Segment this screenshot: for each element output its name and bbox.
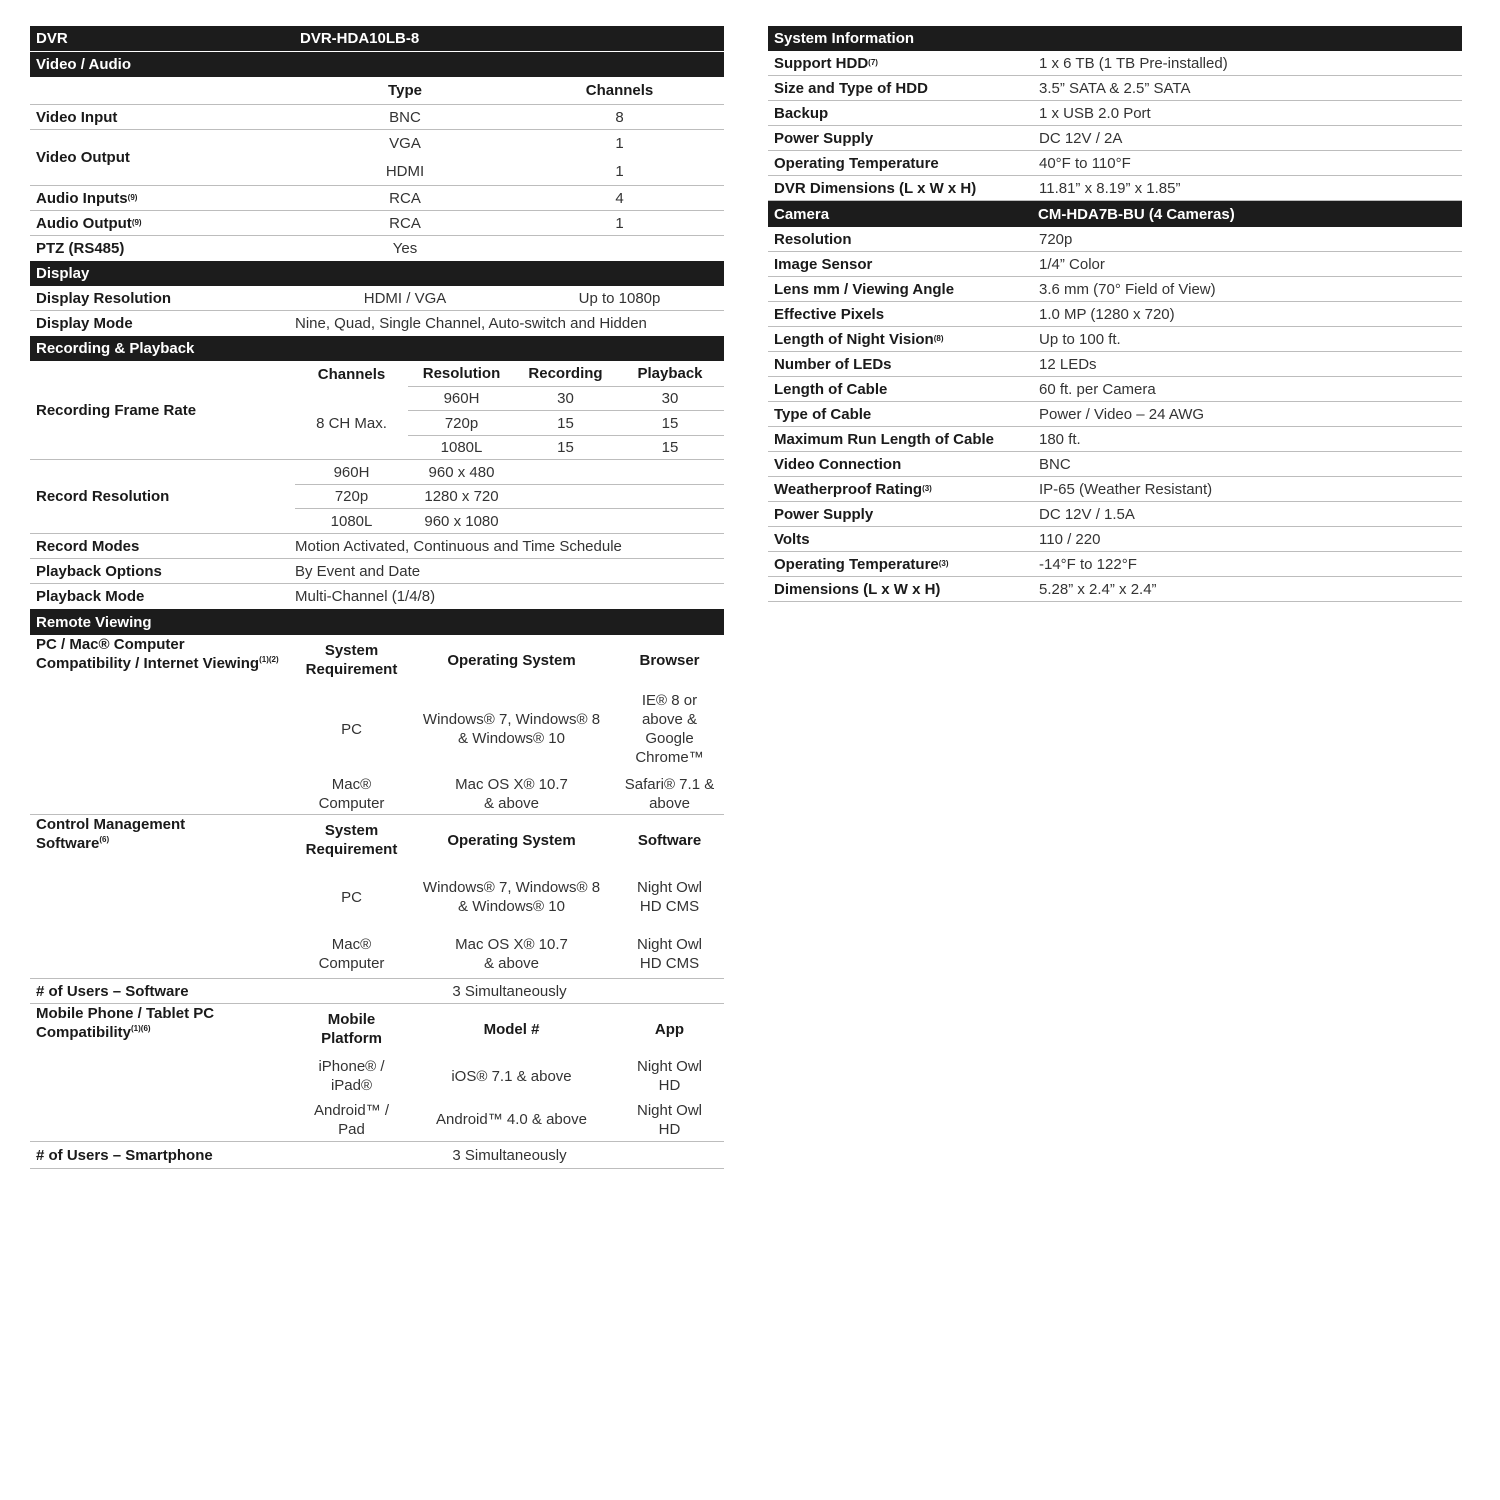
cell-value: 1080L	[408, 436, 515, 460]
system-camera-spec-table	[768, 26, 1462, 602]
value-line: & above	[483, 954, 540, 972]
label-text: Size and Type of HDD	[774, 79, 928, 97]
spec-label: Operating Temperature (3)	[768, 552, 1033, 577]
cell-value: 720p	[408, 411, 515, 436]
row-label: Audio Inputs (9)	[30, 186, 295, 211]
section-title: System Information	[774, 30, 915, 47]
col-header: Resolution	[408, 361, 515, 387]
col-header: Channels	[317, 365, 386, 383]
dvr-model: DVR-HDA10LB-8	[300, 30, 420, 47]
cell-value	[615, 1098, 724, 1142]
header-line: Mobile	[327, 1011, 376, 1028]
spec-value: 60 ft. per Camera	[1033, 377, 1462, 402]
cell-value	[615, 685, 724, 773]
value-line: IE® 8 or	[641, 692, 698, 709]
col-header	[295, 1004, 408, 1054]
label-text: Compatibility	[36, 1024, 132, 1041]
col-header: App	[654, 1020, 685, 1038]
cell-value: Yes	[392, 240, 418, 257]
cell-value: 1	[615, 135, 624, 152]
value-line: iPad®	[330, 1077, 373, 1094]
spec-value: DC 12V / 2A	[1033, 126, 1462, 151]
row-label: PTZ (RS485)	[36, 240, 125, 257]
cell-value: PC	[341, 888, 362, 906]
label-text: Length of Cable	[774, 380, 888, 398]
label-text: Effective Pixels	[774, 305, 885, 323]
value-line: Google	[645, 730, 694, 747]
label-line: Control Management	[36, 816, 186, 833]
value-line: Windows® 7, Windows® 8	[422, 711, 601, 728]
value-line: Night Owl	[636, 935, 703, 953]
spec-label	[768, 227, 1033, 252]
cell-value: 15	[616, 411, 724, 436]
value-line: Mac OS X® 10.7	[455, 775, 568, 793]
spec-value: 5.28” x 2.4” x 2.4”	[1033, 577, 1462, 602]
label-text: Image Sensor	[774, 255, 873, 273]
cell-value: 15	[616, 436, 724, 460]
spec-value: 11.81” x 8.19” x 1.85”	[1033, 176, 1462, 201]
cell-value: Android™ 4.0 & above	[408, 1098, 615, 1142]
row-label	[30, 815, 295, 979]
row-label: Recording Frame Rate	[30, 361, 295, 460]
spec-value: -14°F to 122°F	[1033, 552, 1462, 577]
cell-value: 3 Simultaneously	[295, 979, 724, 1004]
col-header: Browser	[639, 651, 700, 669]
cell-value: Multi-Channel (1/4/8)	[295, 588, 436, 605]
label-text: DVR Dimensions (L x W x H)	[774, 179, 977, 197]
value-line: Computer	[318, 794, 385, 812]
cell-value: 960H	[295, 460, 408, 485]
label-text: Number of LEDs	[774, 355, 892, 373]
cell-value: Up to 1080p	[515, 286, 724, 311]
row-label	[30, 1004, 295, 1142]
cell-value: 8 CH Max.	[295, 387, 408, 460]
col-type: Type	[295, 77, 515, 105]
spec-value: 3.6 mm (70° Field of View)	[1033, 277, 1462, 302]
row-label: Record Modes	[30, 534, 295, 559]
cell-value: RCA	[295, 211, 515, 236]
dvr-header-label: DVR	[36, 30, 68, 47]
label-text: Video Connection	[774, 455, 902, 473]
spec-value: 1 x USB 2.0 Port	[1033, 101, 1462, 126]
label-text: Type of Cable	[774, 405, 872, 423]
cell-value	[408, 865, 615, 929]
cell-value	[295, 1098, 408, 1142]
blank-cell	[30, 77, 295, 105]
cell-value: 3 Simultaneously	[295, 1142, 724, 1169]
spec-value: 1.0 MP (1280 x 720)	[1033, 302, 1462, 327]
label-text: Operating Temperature	[774, 154, 939, 172]
camera-header-label: Camera	[774, 206, 830, 223]
remote-grid	[30, 635, 724, 1169]
spec-label	[768, 577, 1033, 602]
row-label: Playback Mode	[36, 588, 145, 605]
cell-value: 1080L	[295, 509, 408, 534]
spec-label	[768, 452, 1033, 477]
value-line: iPhone® /	[318, 1058, 385, 1075]
cell-value: BNC	[295, 105, 515, 130]
row-label: Video Input	[30, 105, 295, 130]
spec-label	[768, 377, 1033, 402]
spec-label	[768, 176, 1033, 201]
cell-value: iOS® 7.1 & above	[451, 1067, 572, 1085]
col-header: Playback	[616, 361, 724, 387]
label-line: Mobile Phone / Tablet PC	[36, 1005, 215, 1022]
cell-value: 960 x 480	[408, 460, 515, 485]
spec-value: 180 ft.	[1033, 427, 1462, 452]
section-title: Video / Audio	[36, 56, 132, 73]
section-recording	[30, 336, 724, 361]
section-video-audio	[30, 52, 724, 77]
spec-label	[768, 126, 1033, 151]
camera-rows	[768, 227, 1462, 602]
cell-value: 4	[515, 186, 724, 211]
label-text: Software	[36, 835, 100, 852]
cell-value: PC	[341, 720, 362, 738]
spec-label: Support HDD (7)	[768, 51, 1033, 76]
value-line: Night Owl	[636, 1101, 703, 1119]
label-text: Support HDD	[774, 54, 869, 72]
spec-value: 3.5” SATA & 2.5” SATA	[1033, 76, 1462, 101]
spec-label	[768, 402, 1033, 427]
cell-value	[615, 865, 724, 929]
value-line: Mac®	[331, 775, 372, 793]
value-line: Android™ /	[313, 1101, 390, 1119]
section-remote	[30, 609, 724, 635]
col-header: Software	[637, 831, 702, 849]
spec-value: Power / Video – 24 AWG	[1033, 402, 1462, 427]
cell-value: Motion Activated, Continuous and Time Schedule	[295, 534, 724, 559]
section-title: Display	[36, 265, 90, 282]
spec-label	[768, 527, 1033, 552]
footnote: (6)	[99, 835, 110, 844]
col-header: Recording	[515, 361, 616, 387]
value-line: Pad	[338, 1120, 365, 1138]
cell-value: 1280 x 720	[408, 485, 515, 509]
label-text: Resolution	[774, 230, 852, 248]
spec-value: BNC	[1033, 452, 1462, 477]
label-text: Weatherproof Rating	[774, 480, 923, 498]
label-text: Compatibility / Internet Viewing	[36, 655, 260, 672]
cell-value: 30	[515, 387, 616, 411]
value-line: HD	[658, 1120, 681, 1138]
cell-value	[615, 1054, 724, 1098]
spec-label: Length of Night Vision (8)	[768, 327, 1033, 352]
cell-value: 8	[515, 105, 724, 130]
label-text: Dimensions (L x W x H)	[774, 580, 941, 598]
recording-grid	[30, 361, 724, 609]
section-display	[30, 261, 724, 286]
value-line: Mac OS X® 10.7	[455, 935, 568, 953]
cell-value	[615, 929, 724, 979]
system-rows	[768, 51, 1462, 201]
label-text: Power Supply	[774, 129, 874, 147]
value-line: & above	[483, 794, 540, 812]
label-text: Audio Output	[36, 214, 132, 232]
footnote: (1)(2)	[259, 655, 279, 664]
cell-value	[295, 929, 408, 979]
label-line	[36, 834, 109, 853]
section-title: Remote Viewing	[36, 614, 152, 631]
cell-value: Nine, Quad, Single Channel, Auto-switch and Hidden	[295, 315, 647, 332]
value-line: Chrome™	[635, 749, 704, 766]
value-line: & Windows® 10	[458, 898, 565, 915]
col-header	[295, 635, 408, 685]
spec-value: 12 LEDs	[1033, 352, 1462, 377]
row-label: Audio Output (9)	[30, 211, 295, 236]
label-text: Maximum Run Length of Cable	[774, 430, 995, 448]
header-line: Platform	[321, 1030, 382, 1047]
value-line: Night Owl	[636, 1058, 703, 1075]
value-line: above &	[641, 711, 698, 728]
spec-label	[768, 277, 1033, 302]
camera-header-bar	[768, 201, 1462, 227]
label-line: PC / Mac® Computer	[36, 636, 185, 653]
spec-label	[768, 502, 1033, 527]
blank-cell	[515, 485, 724, 509]
spec-value: DC 12V / 1.5A	[1033, 502, 1462, 527]
value-line: Windows® 7, Windows® 8	[422, 879, 601, 896]
row-label: Display Mode	[36, 315, 133, 332]
cell-value	[295, 1054, 408, 1098]
cell-value: By Event and Date	[295, 559, 724, 584]
row-label: Record Resolution	[30, 460, 295, 534]
value-line: HD	[658, 1077, 681, 1094]
col-header: Model #	[483, 1020, 540, 1038]
col-header	[295, 815, 408, 865]
cell-value: 720p	[295, 485, 408, 509]
dvr-header-bar	[30, 26, 724, 52]
cell-value: HDMI	[295, 157, 515, 186]
camera-model: CM-HDA7B-BU (4 Cameras)	[1038, 206, 1235, 223]
spec-value: 40°F to 110°F	[1033, 151, 1462, 176]
header-line: System	[324, 822, 379, 839]
blank-cell	[515, 509, 724, 534]
value-line: Mac®	[331, 935, 372, 953]
value-line: Safari® 7.1 &	[624, 775, 715, 793]
label-text: Length of Night Vision	[774, 330, 934, 348]
spec-label	[768, 101, 1033, 126]
cell-value: VGA	[389, 135, 421, 152]
header-line: Requirement	[305, 661, 398, 678]
value-line: Computer	[318, 954, 385, 972]
cell-value: 1	[515, 157, 724, 186]
row-label: # of Users – Software	[30, 979, 295, 1004]
row-label: Playback Options	[30, 559, 295, 584]
label-line	[36, 1023, 151, 1042]
cell-value: 960 x 1080	[408, 509, 515, 534]
row-label: Video Output	[30, 130, 295, 186]
cell-value: 15	[515, 436, 616, 460]
section-title: Recording & Playback	[36, 340, 195, 357]
label-text: Power Supply	[774, 505, 874, 523]
video-audio-grid	[30, 77, 724, 261]
cell-value: 1	[515, 211, 724, 236]
label-text: Audio Inputs	[36, 189, 128, 207]
col-channels: Channels	[515, 77, 724, 105]
header-line: System	[324, 642, 379, 659]
display-grid	[30, 286, 724, 336]
cell-value	[408, 929, 615, 979]
row-label: # of Users – Smartphone	[30, 1142, 295, 1169]
cell-value	[408, 685, 615, 773]
spec-value: 1/4” Color	[1033, 252, 1462, 277]
value-line: HD CMS	[639, 954, 700, 972]
header-line: Requirement	[305, 841, 398, 858]
blank-cell	[515, 460, 724, 485]
label-text: Backup	[774, 104, 829, 122]
label-line	[36, 654, 279, 673]
value-line: & Windows® 10	[458, 730, 565, 747]
value-line: HD CMS	[639, 898, 700, 915]
row-label: Display Resolution	[30, 286, 295, 311]
cell-value: 15	[515, 411, 616, 436]
cell-value: 30	[616, 387, 724, 411]
spec-label	[768, 76, 1033, 101]
spec-label	[768, 352, 1033, 377]
spec-label	[768, 427, 1033, 452]
cell-value: HDMI / VGA	[295, 286, 515, 311]
spec-value: 1 x 6 TB (1 TB Pre-installed)	[1033, 51, 1462, 76]
spec-value: 110 / 220	[1033, 527, 1462, 552]
spec-label	[768, 302, 1033, 327]
spec-label: Weatherproof Rating (3)	[768, 477, 1033, 502]
label-text: Lens mm / Viewing Angle	[774, 280, 955, 298]
blank-cell	[515, 236, 724, 261]
cell-value	[295, 773, 408, 815]
section-system-information	[768, 26, 1462, 51]
spec-label	[768, 151, 1033, 176]
dvr-spec-table	[30, 26, 724, 1169]
footnote: (1)(6)	[131, 1024, 151, 1033]
col-header: Operating System	[447, 651, 576, 669]
spec-label	[768, 252, 1033, 277]
spec-value: IP-65 (Weather Resistant)	[1033, 477, 1462, 502]
spec-value: Up to 100 ft.	[1033, 327, 1462, 352]
spec-value: 720p	[1033, 227, 1462, 252]
col-header: Operating System	[447, 831, 576, 849]
cell-value	[615, 773, 724, 815]
cell-value: 960H	[408, 387, 515, 411]
value-line: above	[649, 794, 690, 812]
row-label	[30, 635, 295, 815]
label-text: Operating Temperature	[774, 555, 939, 573]
cell-value: RCA	[295, 186, 515, 211]
value-line: Night Owl	[636, 879, 703, 896]
cell-value	[408, 773, 615, 815]
label-text: Volts	[774, 530, 810, 548]
